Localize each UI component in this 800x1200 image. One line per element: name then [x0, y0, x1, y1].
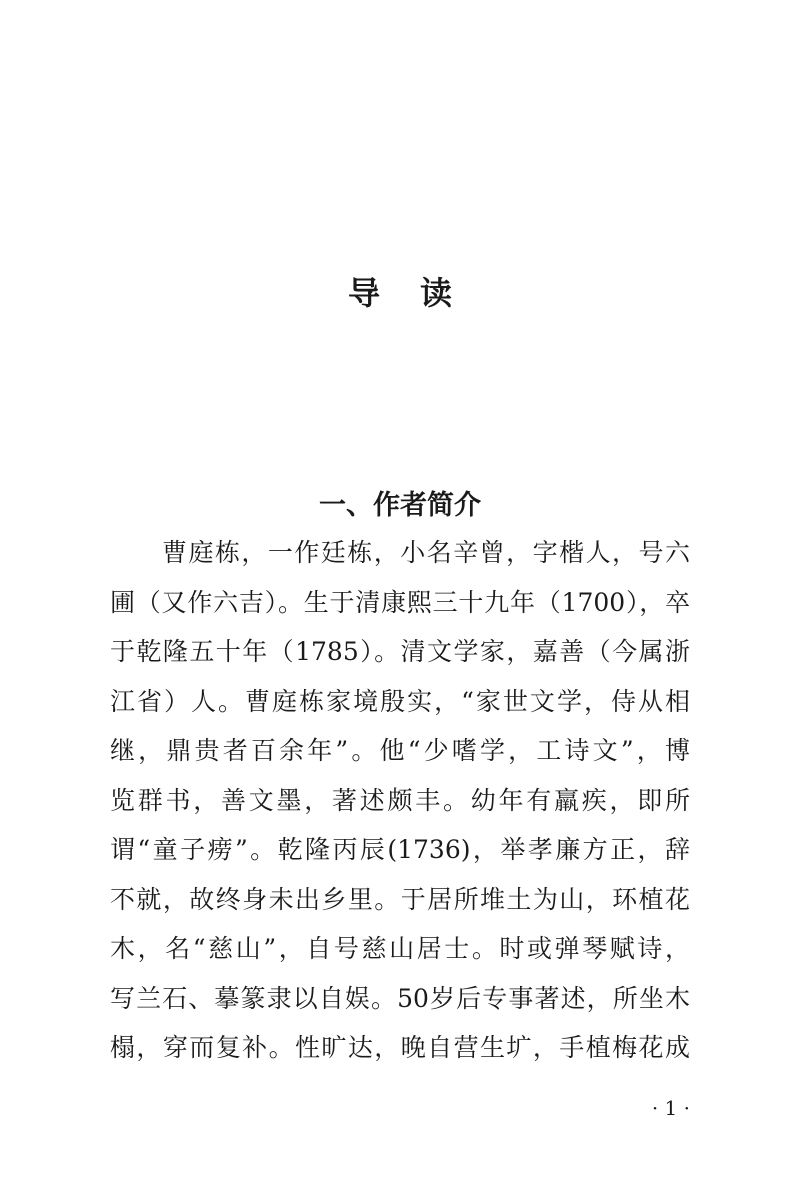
text-line: 写兰石、摹篆隶以自娱。50岁后专事著述，所坐木: [110, 983, 690, 1013]
chapter-title: 导读: [347, 274, 492, 312]
text-line: 江省）人。曹庭栋家境殷实，“家世文学，侍从相: [110, 686, 690, 716]
text-line: 览群书，善文墨，著述颇丰。幼年有羸疾，即所: [110, 785, 690, 815]
text-line: 圃（又作六吉）。生于清康熙三十九年（1700），卒: [110, 587, 690, 617]
text-line: 继，鼎贵者百余年”。他“少嗜学，工诗文”，博: [110, 736, 690, 765]
text-line: 榻，穿而复补。性旷达，晚自营生圹，手植梅花成: [110, 1033, 690, 1062]
text-line: 木，名“慈山”，自号慈山居士。时或弹琴赋诗，: [110, 934, 690, 963]
text-line: 谓“童子痨”。乾隆丙辰(1736)，举孝廉方正，辞: [110, 835, 690, 864]
text-line: 曹庭栋，一作廷栋，小名辛曾，字楷人，号六: [162, 538, 690, 567]
text-line: 不就，故终身未出乡里。于居所堆土为山，环植花: [110, 884, 690, 914]
text-line: 于乾隆五十年（1785）。清文学家，嘉善（今属浙: [110, 637, 690, 666]
section-heading: 一、作者简介: [319, 490, 481, 521]
body-paragraph: [110, 528, 690, 1073]
page-number: · 1 ·: [651, 1096, 690, 1120]
